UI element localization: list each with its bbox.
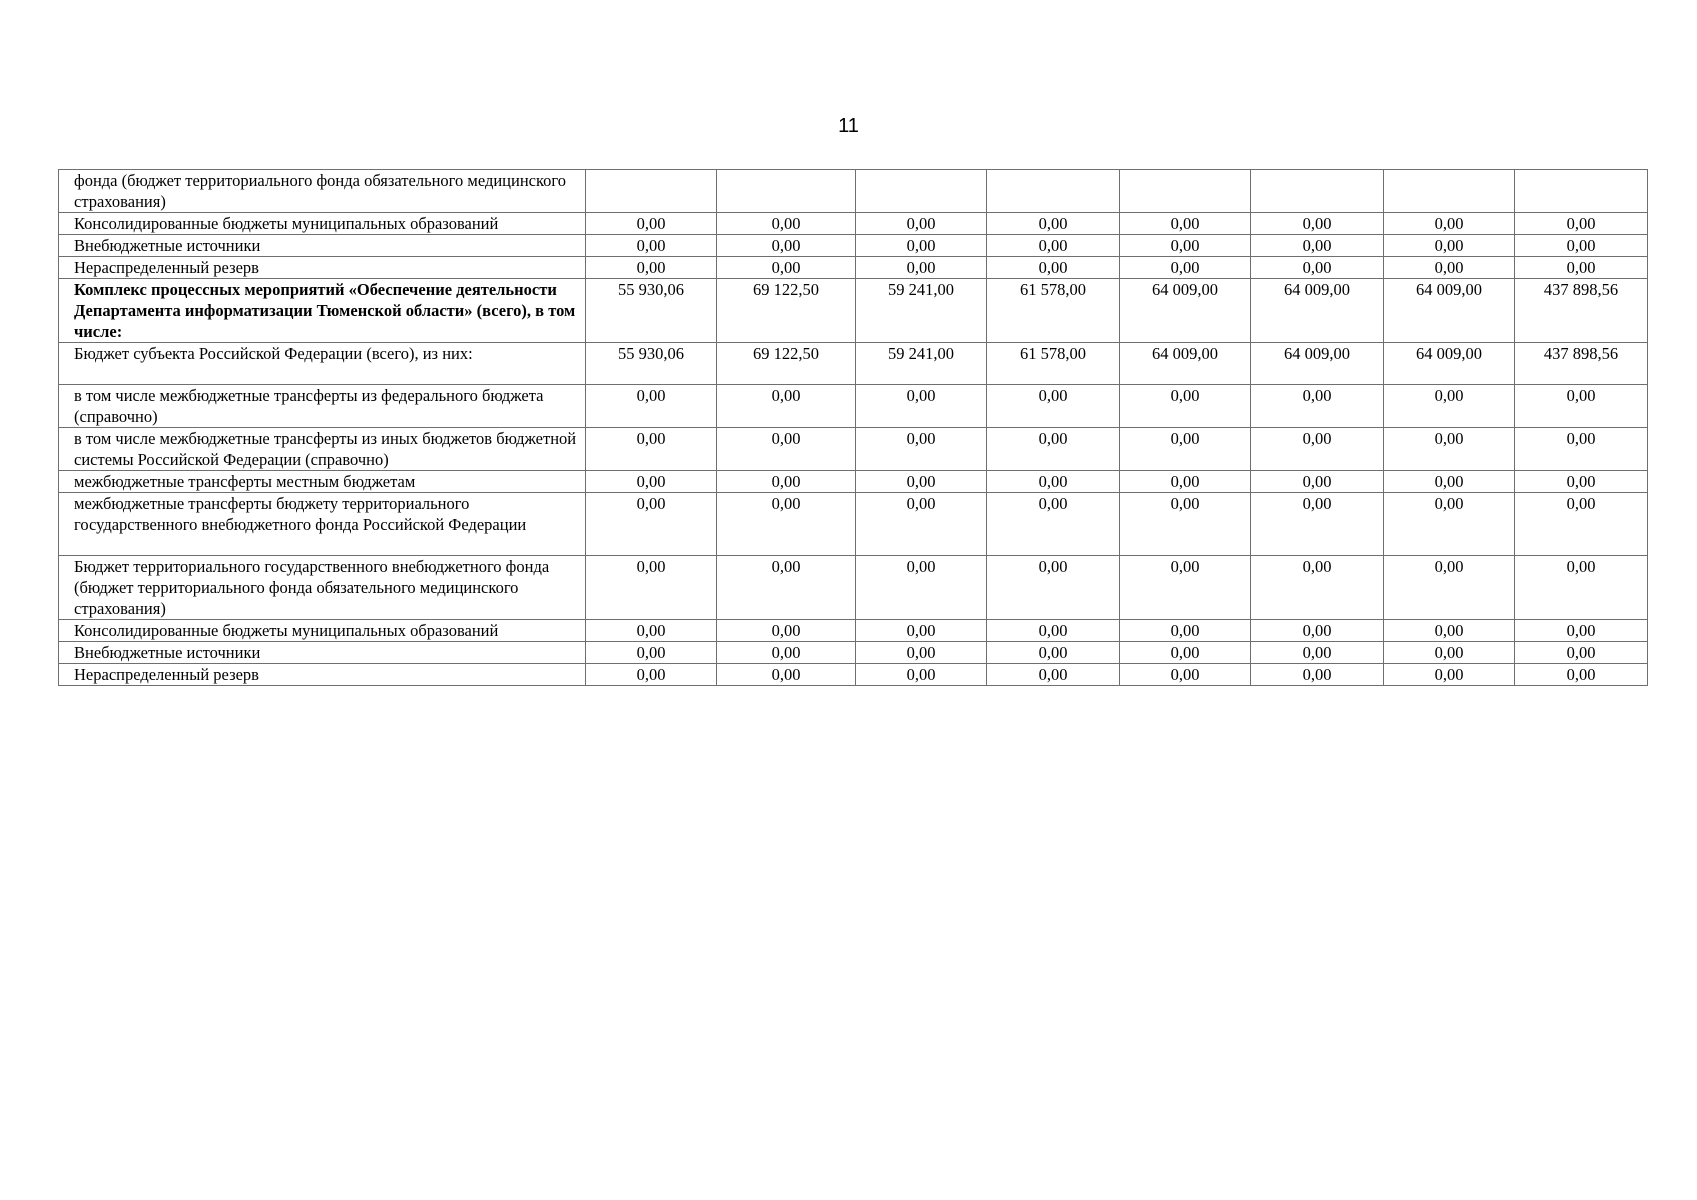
value-cell: 64 009,00	[1384, 343, 1515, 385]
value-cell: 0,00	[1384, 235, 1515, 257]
row-label: Комплекс процессных мероприятий «Обеспечение деятельности Департамента информатизации Тюменской области» (всего), в том числе:	[59, 279, 586, 343]
value-cell: 0,00	[987, 235, 1120, 257]
value-cell: 0,00	[586, 664, 717, 686]
value-cell: 0,00	[856, 642, 987, 664]
value-cell: 0,00	[717, 493, 856, 556]
value-cell: 0,00	[1120, 556, 1251, 620]
value-cell: 0,00	[586, 471, 717, 493]
budget-table-body	[59, 170, 1648, 686]
value-cell: 0,00	[1384, 471, 1515, 493]
value-cell: 0,00	[1251, 664, 1384, 686]
value-cell: 0,00	[586, 257, 717, 279]
value-cell	[1251, 170, 1384, 213]
row-label: Бюджет территориального государственного внебюджетного фонда (бюджет территориального фонда обязательного медицинского страхования)	[59, 556, 586, 620]
value-cell	[717, 170, 856, 213]
value-cell	[586, 170, 717, 213]
value-cell: 0,00	[717, 664, 856, 686]
value-cell: 0,00	[586, 556, 717, 620]
value-cell: 0,00	[717, 428, 856, 471]
value-cell: 0,00	[586, 428, 717, 471]
value-cell: 0,00	[586, 620, 717, 642]
row-label: Нераспределенный резерв	[59, 664, 586, 686]
value-cell: 0,00	[987, 385, 1120, 428]
value-cell: 59 241,00	[856, 343, 987, 385]
table-row	[59, 471, 1648, 493]
value-cell: 0,00	[586, 642, 717, 664]
value-cell: 0,00	[1120, 493, 1251, 556]
value-cell: 0,00	[1251, 642, 1384, 664]
value-cell: 0,00	[1384, 257, 1515, 279]
value-cell: 0,00	[987, 664, 1120, 686]
value-cell: 0,00	[717, 620, 856, 642]
value-cell: 0,00	[856, 556, 987, 620]
value-cell: 0,00	[717, 556, 856, 620]
value-cell: 0,00	[1515, 385, 1648, 428]
value-cell: 61 578,00	[987, 343, 1120, 385]
value-cell: 0,00	[717, 471, 856, 493]
value-cell: 0,00	[1515, 257, 1648, 279]
row-label: межбюджетные трансферты местным бюджетам	[59, 471, 586, 493]
value-cell: 0,00	[717, 235, 856, 257]
table-row	[59, 257, 1648, 279]
value-cell: 437 898,56	[1515, 279, 1648, 343]
table-row	[59, 664, 1648, 686]
value-cell: 0,00	[1251, 471, 1384, 493]
row-label: в том числе межбюджетные трансферты из федерального бюджета (справочно)	[59, 385, 586, 428]
value-cell: 0,00	[987, 257, 1120, 279]
value-cell: 0,00	[856, 620, 987, 642]
value-cell: 0,00	[987, 213, 1120, 235]
value-cell: 0,00	[856, 493, 987, 556]
value-cell: 0,00	[1515, 493, 1648, 556]
row-label: фонда (бюджет территориального фонда обязательного медицинского страхования)	[59, 170, 586, 213]
value-cell: 64 009,00	[1120, 343, 1251, 385]
value-cell: 0,00	[1515, 235, 1648, 257]
value-cell: 0,00	[856, 257, 987, 279]
row-label: Консолидированные бюджеты муниципальных образований	[59, 620, 586, 642]
table-row	[59, 170, 1648, 213]
value-cell: 69 122,50	[717, 343, 856, 385]
row-label: Бюджет субъекта Российской Федерации (всего), из них:	[59, 343, 586, 385]
row-label: Консолидированные бюджеты муниципальных образований	[59, 213, 586, 235]
value-cell: 0,00	[1515, 664, 1648, 686]
value-cell	[1515, 170, 1648, 213]
value-cell: 0,00	[1384, 428, 1515, 471]
value-cell: 0,00	[1251, 235, 1384, 257]
value-cell: 0,00	[1251, 213, 1384, 235]
row-label: межбюджетные трансферты бюджету территориального государственного внебюджетного фонда Российской Федерации	[59, 493, 586, 556]
value-cell: 69 122,50	[717, 279, 856, 343]
table-row	[59, 428, 1648, 471]
table-row	[59, 642, 1648, 664]
value-cell: 0,00	[1120, 385, 1251, 428]
value-cell: 0,00	[987, 428, 1120, 471]
value-cell: 0,00	[717, 257, 856, 279]
value-cell: 0,00	[1120, 664, 1251, 686]
value-cell: 0,00	[1251, 257, 1384, 279]
row-label: Внебюджетные источники	[59, 235, 586, 257]
value-cell: 0,00	[1120, 213, 1251, 235]
value-cell: 0,00	[1120, 257, 1251, 279]
table-row	[59, 343, 1648, 385]
value-cell: 64 009,00	[1251, 343, 1384, 385]
value-cell: 64 009,00	[1120, 279, 1251, 343]
value-cell: 0,00	[1384, 213, 1515, 235]
value-cell: 0,00	[1251, 428, 1384, 471]
row-label: Внебюджетные источники	[59, 642, 586, 664]
value-cell: 0,00	[1384, 493, 1515, 556]
value-cell: 64 009,00	[1251, 279, 1384, 343]
value-cell: 0,00	[1515, 213, 1648, 235]
value-cell: 0,00	[586, 213, 717, 235]
table-row	[59, 235, 1648, 257]
value-cell: 64 009,00	[1384, 279, 1515, 343]
value-cell: 437 898,56	[1515, 343, 1648, 385]
value-cell: 0,00	[1120, 471, 1251, 493]
value-cell	[856, 170, 987, 213]
table-row	[59, 620, 1648, 642]
value-cell: 0,00	[987, 471, 1120, 493]
value-cell: 0,00	[1251, 385, 1384, 428]
value-cell	[1120, 170, 1251, 213]
value-cell: 55 930,06	[586, 279, 717, 343]
value-cell: 0,00	[856, 428, 987, 471]
value-cell: 59 241,00	[856, 279, 987, 343]
value-cell: 0,00	[586, 385, 717, 428]
value-cell: 61 578,00	[987, 279, 1120, 343]
value-cell: 0,00	[1251, 493, 1384, 556]
value-cell: 0,00	[856, 235, 987, 257]
value-cell: 0,00	[717, 213, 856, 235]
value-cell: 0,00	[987, 642, 1120, 664]
value-cell: 0,00	[586, 235, 717, 257]
value-cell: 0,00	[586, 493, 717, 556]
value-cell: 0,00	[1120, 235, 1251, 257]
row-label: Нераспределенный резерв	[59, 257, 586, 279]
budget-table	[58, 169, 1648, 686]
value-cell: 0,00	[856, 385, 987, 428]
value-cell: 0,00	[1120, 642, 1251, 664]
value-cell: 0,00	[1515, 642, 1648, 664]
table-row	[59, 493, 1648, 556]
value-cell	[987, 170, 1120, 213]
value-cell: 0,00	[717, 642, 856, 664]
value-cell: 0,00	[1384, 556, 1515, 620]
value-cell	[1384, 170, 1515, 213]
page-number: 11	[838, 115, 859, 137]
row-label: в том числе межбюджетные трансферты из иных бюджетов бюджетной системы Российской Федерации (справочно)	[59, 428, 586, 471]
value-cell: 0,00	[856, 471, 987, 493]
value-cell: 0,00	[1120, 428, 1251, 471]
table-row	[59, 556, 1648, 620]
value-cell: 0,00	[1251, 556, 1384, 620]
value-cell: 0,00	[1515, 556, 1648, 620]
value-cell: 0,00	[856, 664, 987, 686]
table-row	[59, 279, 1648, 343]
value-cell: 0,00	[1120, 620, 1251, 642]
value-cell: 0,00	[1384, 620, 1515, 642]
table-row	[59, 385, 1648, 428]
value-cell: 0,00	[1515, 428, 1648, 471]
value-cell: 55 930,06	[586, 343, 717, 385]
value-cell: 0,00	[987, 620, 1120, 642]
table-row	[59, 213, 1648, 235]
value-cell: 0,00	[987, 493, 1120, 556]
value-cell: 0,00	[856, 213, 987, 235]
value-cell: 0,00	[1515, 471, 1648, 493]
value-cell: 0,00	[717, 385, 856, 428]
value-cell: 0,00	[1384, 664, 1515, 686]
value-cell: 0,00	[1384, 642, 1515, 664]
value-cell: 0,00	[1384, 385, 1515, 428]
value-cell: 0,00	[1515, 620, 1648, 642]
value-cell: 0,00	[1251, 620, 1384, 642]
value-cell: 0,00	[987, 556, 1120, 620]
